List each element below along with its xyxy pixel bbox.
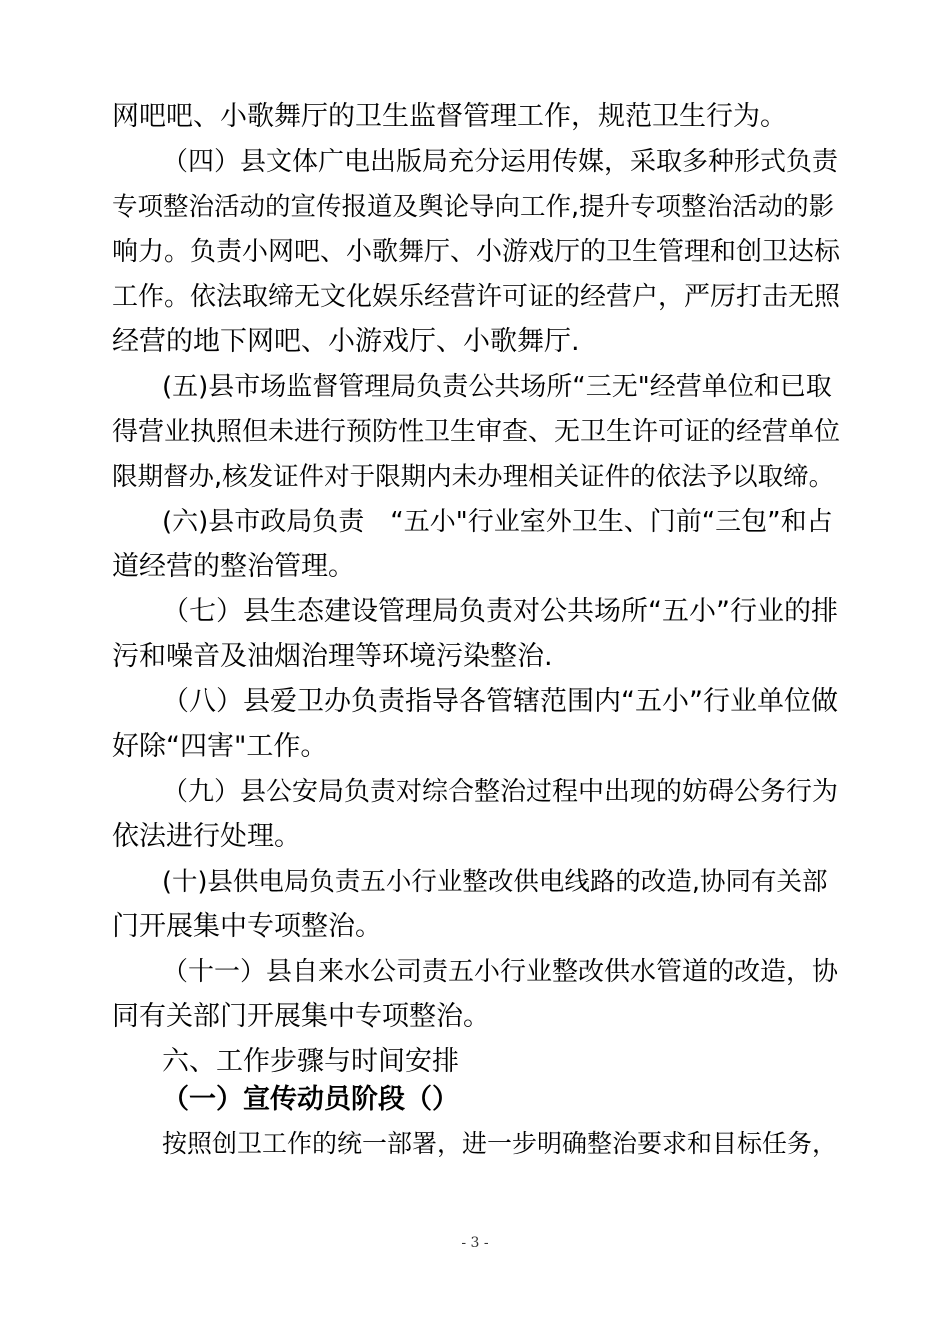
page-number: - 3 - [461,1235,489,1251]
text-line: 限期督办,核发证件对于限期内未办理相关证件的依法予以取缔。 [112,462,835,492]
text-line: 专项整治活动的宣传报道及舆论导向工作,提升专项整治活动的影 [112,192,835,222]
paragraph-4-start: （四）县文体广电出版局充分运用传媒，采取多种形式负责 [162,147,839,177]
text-line: 工作。依法取缔无文化娱乐经营许可证的经营户，严厉打击无照 [112,282,841,312]
text-line: 好除“四害"工作。 [112,731,328,762]
paragraph-10-start: (十)县供电局负责五小行业整改供电线路的改造,协同有关部 [162,867,828,897]
paragraph-8-start: （八）县爱卫办负责指导各管辖范围内“五小”行业单位做 [162,686,838,717]
paragraph-6-start: (六)县市政局负责 “五小"行业室外卫生、门前“三包”和占 [162,507,833,537]
subsection-heading: （一）宣传动员阶段（） [162,1084,459,1115]
text-line: 同有关部门开展集中专项整治。 [112,1001,490,1032]
paragraph-5-start: (五)县市场监督管理局负责公共场所“三无"经营单位和已取 [162,372,832,402]
text-line: 经营的地下网吧、小游戏厅、小歌舞厅. [112,326,580,357]
paragraph-start: 按照创卫工作的统一部署，进一步明确整治要求和目标任务， [162,1129,838,1158]
text-line: 门开展集中专项整治。 [112,911,382,942]
section-heading: 六、工作步骤与时间安排 [162,1046,459,1077]
paragraph-11-start: （十一）县自来水公司责五小行业整改供水管道的改造，协 [162,957,839,987]
text-line: 网吧吧、小歌舞厅的卫生监督管理工作，规范卫生行为。 [112,101,787,132]
text-line: 污和噪音及油烟治理等环境污染整治. [112,641,553,672]
text-line: 响力。负责小网吧、小歌舞厅、小游戏厅的卫生管理和创卫达标 [112,237,841,267]
text-line: 依法进行处理。 [112,821,301,852]
text-line: 得营业执照但未进行预防性卫生审查、无卫生许可证的经营单位 [112,417,841,447]
paragraph-7-start: （七）县生态建设管理局负责对公共场所“五小”行业的排 [162,596,838,627]
paragraph-9-start: （九）县公安局负责对综合整治过程中出现的妨碍公务行为 [162,777,839,807]
text-line: 道经营的整治管理。 [112,551,355,582]
